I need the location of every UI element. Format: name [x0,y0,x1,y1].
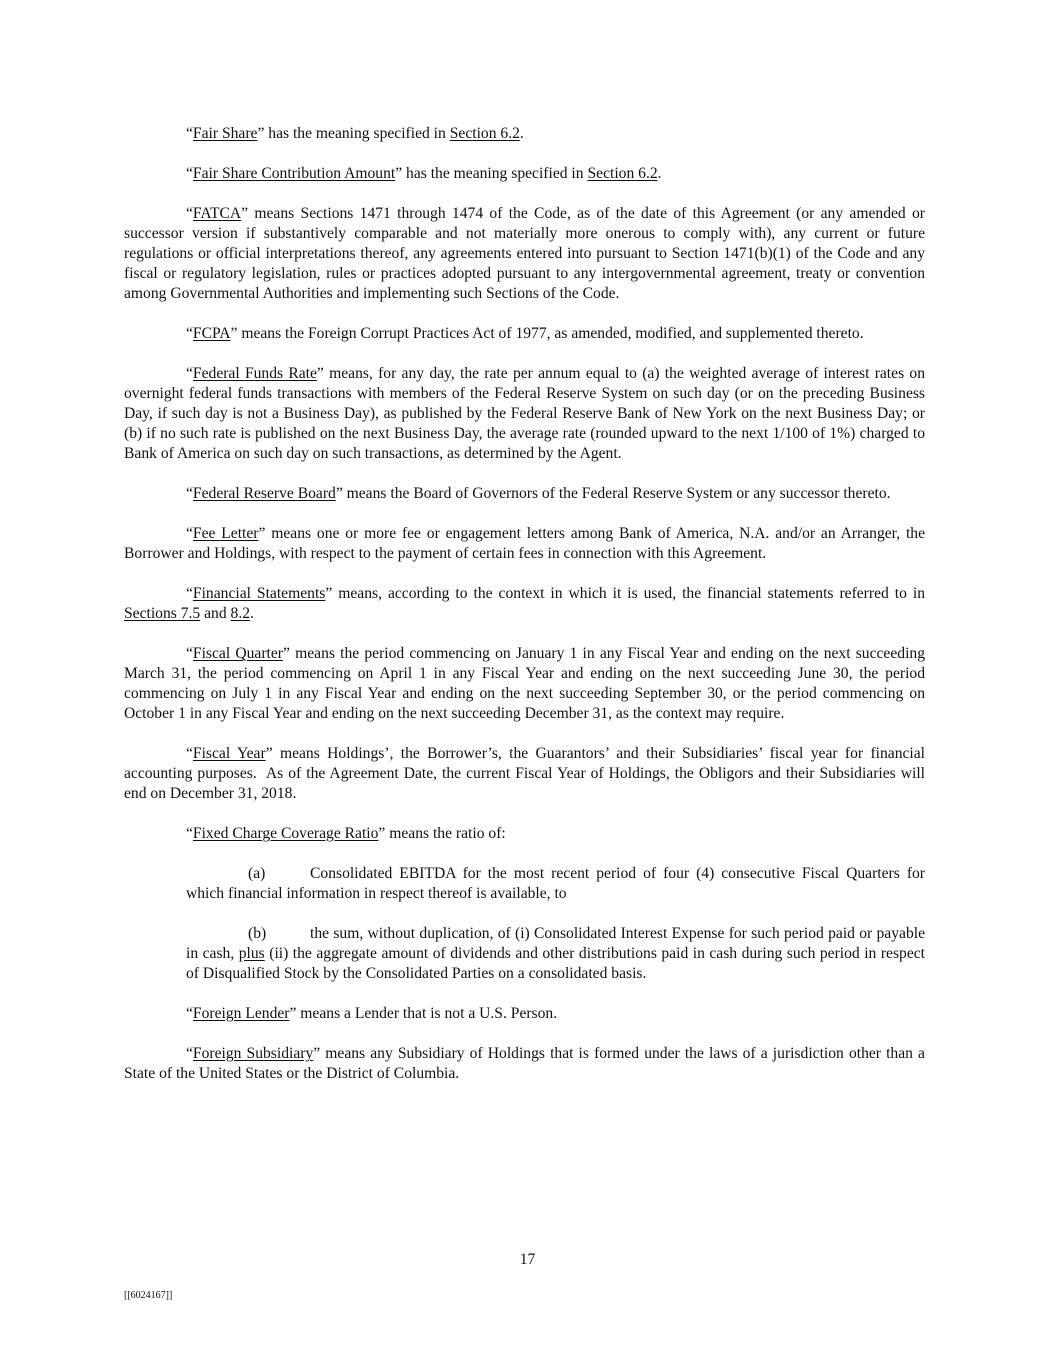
document-id: [[6024167]] [124,1290,173,1301]
page-number: 17 [519,1251,536,1268]
open-quote: “ [186,485,193,502]
document-page [124,124,929,1104]
open-quote: “ [186,365,193,382]
ratio-denominator-item [186,924,925,984]
definition-foreign-lender [124,1004,925,1024]
item-text: (ii) the aggregate amount of dividends and other distributions paid in cash during such period in respect of Disqualified Stock by the Consolidated Parties on a consolidated basis. [186,945,925,982]
definition-fcpa [124,324,925,344]
defined-term: Foreign Lender [192,1005,290,1022]
period: . [250,605,254,622]
item-text: Consolidated EBITDA for the most recent period of four (4) consecutive Fiscal Quarters for which financial information in respect thereof is available, to [186,865,925,902]
open-quote: “ [186,165,193,182]
open-quote: “ [186,645,193,662]
open-quote: “ [186,1005,193,1022]
open-quote: “ [186,525,193,542]
definition-financial-statements [124,584,925,624]
section-reference: 8.2 [230,605,251,622]
defined-term: Fiscal Quarter [192,645,283,662]
definition-text: ” means, according to the context in which it is used, the financial statements referred to in [325,585,925,602]
item-label: (b) [248,925,267,942]
ratio-numerator-item [186,864,925,904]
defined-term: Fiscal Year [192,745,266,762]
defined-term: Foreign Subsidiary [192,1045,314,1062]
section-reference: Section 6.2 [587,165,658,182]
defined-term: Fixed Charge Coverage Ratio [192,825,379,842]
definition-fixed-charge-coverage-ratio [124,824,925,844]
definition-text: ” means Sections 1471 through 1474 of the Code, as of the date of this Agreement (or any amended or successor version if substantively comparable and not materially more onerous to comply with), any current or future regulations or official interpretations thereof, any agreements entered into pursuant to Section 1471(b)(1) of the Code and any fiscal or regulatory legislation, rules or practices adopted pursuant to any intergovernmental agreement, treaty or convention among Governmental Authorities and implementing such Sections of the Code. [124,205,925,302]
defined-term: Fee Letter [192,525,259,542]
definition-fair-share-contribution-amount [124,164,925,184]
open-quote: “ [186,125,193,142]
definition-federal-reserve-board [124,484,925,504]
definition-text: ” has the meaning specified in [257,125,450,142]
defined-term: Federal Funds Rate [192,365,317,382]
open-quote: “ [186,325,193,342]
open-quote: “ [186,1045,193,1062]
definition-text: ” means the ratio of: [378,825,506,842]
defined-term: Federal Reserve Board [192,485,336,502]
section-reference: Sections 7.5 [124,605,201,622]
open-quote: “ [186,585,193,602]
definition-text: ” means, for any day, the rate per annum equal to (a) the weighted average of interest rates on overnight federal funds transactions with members of the Federal Reserve System on such day (or on the preceding Business Day, if such day is not a Business Day), as published by the Federal Reserve Bank of New York on the next Business Day; or (b) if no such rate is published on the next Business Day, the average rate (rounded upward to the next 1/100 of 1%) charged to Bank of America on such day on such transactions, as determined by the Agent. [124,365,925,462]
defined-term: Fair Share Contribution Amount [192,165,396,182]
definition-text: ” means the Foreign Corrupt Practices Act of 1977, as amended, modified, and supplemented thereto. [230,325,864,342]
definition-text: ” means one or more fee or engagement letters among Bank of America, N.A. and/or an Arranger, the Borrower and Holdings, with respect to the payment of certain fees in connection with this Agreement. [124,525,926,562]
definition-federal-funds-rate [124,364,925,464]
definition-text: ” means a Lender that is not a U.S. Person. [289,1005,558,1022]
defined-term: Fair Share [192,125,258,142]
definition-text: ” has the meaning specified in [395,165,588,182]
definition-text: ” means any Subsidiary of Holdings that is formed under the laws of a jurisdiction other than a State of the United States or the District of Columbia. [124,1045,925,1082]
period: . [519,125,524,142]
definition-text: ” means the Board of Governors of the Federal Reserve System or any successor thereto. [335,485,891,502]
definition-fiscal-quarter [124,644,925,724]
defined-term: Financial Statements [192,585,326,602]
item-label: (a) [248,865,266,882]
period: . [657,165,662,182]
definition-fee-letter [124,524,925,564]
definition-text: ” means Holdings’, the Borrower’s, the Guarantors’ and their Subsidiaries’ fiscal year for financial accounting purposes. As of the Agreement Date, the current Fiscal Year of Holdings, the Obligors and their Subsidiaries will end on December 31, 2018. [124,745,929,802]
section-reference: Section 6.2 [449,125,520,142]
open-quote: “ [186,825,193,842]
definition-fatca [124,204,925,304]
conjunction: and [200,605,231,622]
definition-text: ” means the period commencing on January 1 in any Fiscal Year and ending on the next succeeding March 31, the period commencing on April 1 in any Fiscal Year and ending on the next succeeding June 30, the period commencing on July 1 in any Fiscal Year and ending on the next succeeding September 30, or the period commencing on October 1 in any Fiscal Year and ending on the next succeeding December 31, as the context may require. [124,645,926,722]
open-quote: “ [186,205,193,222]
open-quote: “ [186,745,193,762]
defined-term: FCPA [192,325,231,342]
plus-term: plus [238,945,265,962]
definition-foreign-subsidiary [124,1044,925,1084]
definition-fair-share [124,124,925,144]
defined-term: FATCA [192,205,242,222]
item-text: the sum, without duplication, of (i) Consolidated Interest Expense for such period paid or payable in cash, [186,925,925,962]
definition-fiscal-year [124,744,929,804]
